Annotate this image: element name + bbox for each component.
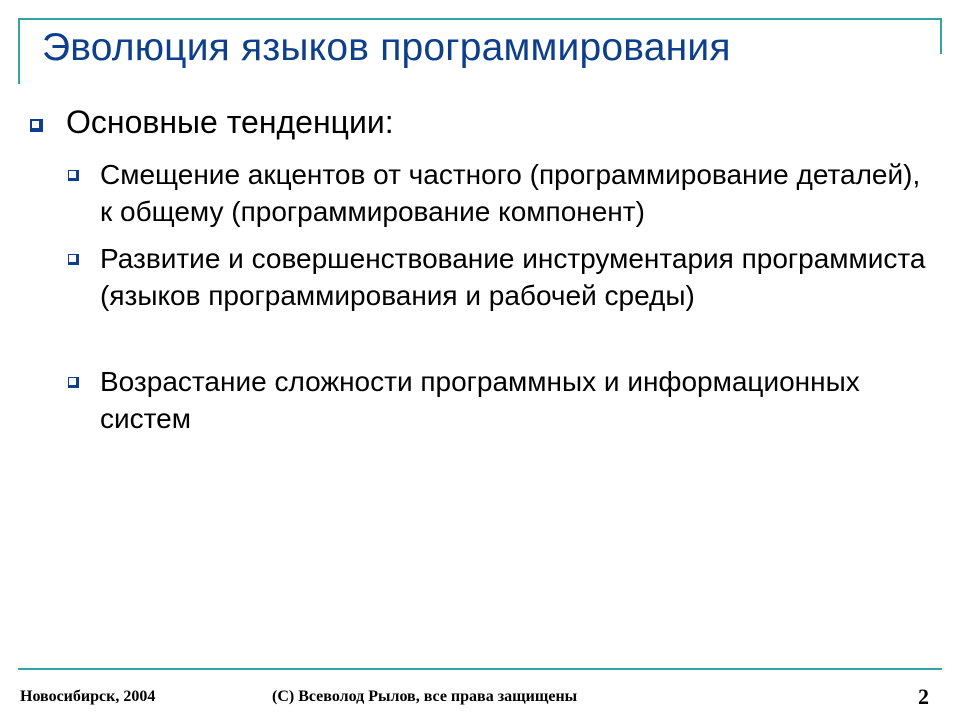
slide-title: Эволюция языков программирования <box>42 26 731 69</box>
bullet-level2-text: Развитие и совершенствование инструментария программиста (языков программирования и рабочей среды) <box>100 243 926 311</box>
bullet-level1-text: Основные тенденции: <box>66 104 394 140</box>
title-left-divider <box>18 18 20 84</box>
page-number: 2 <box>918 684 929 709</box>
footer-divider <box>18 668 942 670</box>
bullet-level2-item <box>68 363 928 437</box>
square-bullet-icon <box>30 119 43 132</box>
square-bullet-icon <box>68 377 79 388</box>
bullet-level2-text: Возрастание сложности программных и информационных систем <box>100 366 860 434</box>
square-bullet-icon <box>68 170 79 181</box>
title-right-divider <box>940 18 942 54</box>
bullet-level2-text: Смещение акцентов от частного (программирование деталей), к общему (программирование компонент) <box>100 159 921 227</box>
square-bullet-icon <box>68 254 79 265</box>
footer-copyright: (С) Всеволод Рылов, все права защищены <box>272 688 578 705</box>
footer-location-year: Новосибирск, 2004 <box>20 688 156 705</box>
bullet-level2-item <box>68 156 928 230</box>
title-top-divider <box>18 18 942 20</box>
bullet-level2-item <box>68 240 928 314</box>
